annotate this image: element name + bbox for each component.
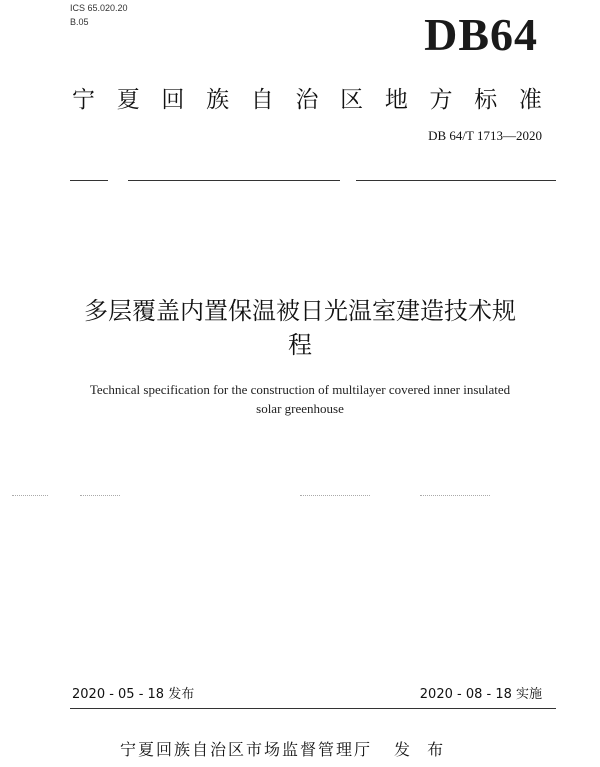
heading-char: 地: [384, 87, 408, 113]
standard-logo: DB64: [424, 9, 538, 60]
scan-artifact: [80, 495, 120, 496]
title-zh-line: 程: [288, 331, 312, 359]
heading-char: 宁: [72, 87, 95, 113]
heading-char: 自: [250, 87, 274, 113]
scan-artifact: [300, 495, 370, 496]
heading-char: 方: [429, 87, 453, 113]
divider-gap: [108, 178, 128, 182]
scan-artifact: [420, 495, 490, 496]
publisher-verb: 发 布: [394, 740, 450, 759]
implementation-date: 2020 - 08 - 18 实施: [419, 687, 542, 702]
header-divider: [70, 180, 556, 181]
document-title-zh: [60, 294, 540, 362]
heading-char: 回: [161, 87, 185, 113]
title-zh-line: 多层覆盖内置保温被日光温室建造技术规: [84, 297, 516, 325]
classification-code: B.05: [70, 17, 89, 27]
heading-char: 族: [206, 87, 230, 113]
heading-char: 准: [518, 87, 542, 113]
heading-char: 治: [295, 87, 319, 113]
title-en-line: solar greenhouse: [256, 401, 344, 416]
issue-date: 2020 - 05 - 18 发布: [72, 687, 195, 702]
local-standard-heading: [72, 86, 542, 114]
heading-char: 区: [340, 87, 364, 113]
standard-number: DB 64/T 1713—2020: [428, 128, 542, 143]
heading-char: 标: [474, 87, 498, 113]
publisher-line: [120, 740, 500, 760]
scan-artifact: [12, 495, 48, 496]
title-en-line: Technical specification for the construction of multilayer covered inner insulated: [89, 382, 511, 397]
ics-code: ICS 65.020.20: [70, 3, 128, 13]
footer-divider: [70, 708, 556, 709]
heading-char: 夏: [116, 87, 140, 113]
publisher-org: 宁夏回族自治区市场监督管理厅: [120, 740, 373, 759]
divider-gap: [340, 178, 356, 182]
document-title-en: [60, 380, 540, 418]
